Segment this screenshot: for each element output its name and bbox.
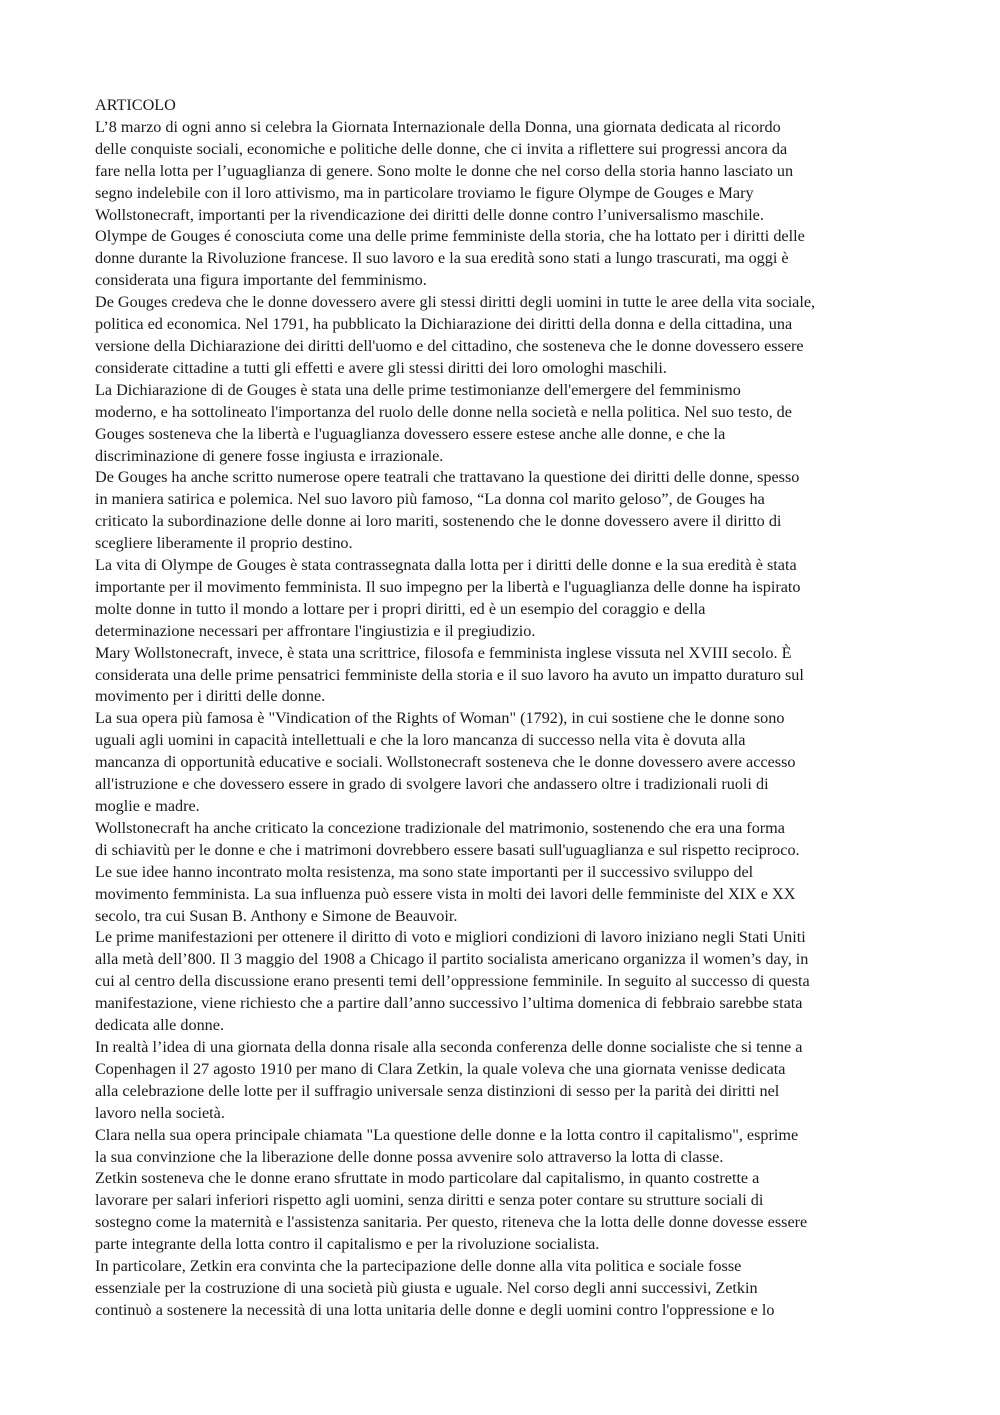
paragraph-gouges-feminism: La Dichiarazione di de Gouges è stata una delle prime testimonianze dell'emergere del femminismo moderno, e ha sottolineato l'importanza del ruolo delle donne nella società e nella politica. Nel suo testo, de Gouges sosteneva che la libertà e l'uguaglianza dovessero essere estese anche alle donne, e che la discriminazione di genere fosse ingiusta e irrazionale. <box>95 380 792 465</box>
paragraph-gouges-intro: Olympe de Gouges é conosciuta come una delle prime femministe della storia, che ha lottato per i diritti delle donne durante la Rivoluzione francese. Il suo lavoro e la sua eredità sono stati a lungo trascurati, ma oggi è considerata una figura importante del femminismo. <box>95 227 805 290</box>
paragraph-wollstonecraft-vindication: La sua opera più famosa è "Vindication of the Rights of Woman" (1792), in cui sostiene che le donne sono uguali agli uomini in capacità intellettuali e che la loro mancanza di successo nella vita è dovuta alla mancanza di opportunità educative e sociali. Wollstonecraft sosteneva che le donne dovessero avere accesso all'istruzione e che dovessero essere in grado di svolgere lavori che andassero oltre i tradizionali ruoli di moglie e madre. <box>95 709 796 815</box>
paragraph-gouges-theatre: De Gouges ha anche scritto numerose opere teatrali che trattavano la questione dei diritti delle donne, spesso in maniera satirica e polemica. Nel suo lavoro più famoso, “La donna col marito geloso”, de Gouges ha criticato la subordinazione delle donne ai loro mariti, sostenendo che le donne dovessero avere il diritto di scegliere liberamente il proprio destino. <box>95 468 800 553</box>
paragraph-gouges-legacy: La vita di Olympe de Gouges è stata contrassegnata dalla lotta per i diritti delle donne e la sua eredità è stata importante per il movimento femminista. Il suo impegno per la libertà e l'uguaglianza delle donne ha ispirato molte donne in tutto il mondo a lottare per i propri diritti, ed è un esempio del coraggio e della determinazione necessari per affrontare l'ingiustizia e il pregiudizio. <box>95 556 801 640</box>
paragraph-wollstonecraft-marriage: Wollstonecraft ha anche criticato la concezione tradizionale del matrimonio, sostenendo che era una forma di schiavitù per le donne e che i matrimoni dovrebbero essere basati sull'uguaglianza e sul rispetto reciproco. Le sue idee hanno incontrato molta resistenza, ma sono state importanti per il successivo sviluppo del movimento femminista. La sua influenza può essere vista in molti dei lavori delle femministe del XIX e XX secolo, tra cui Susan B. Anthony e Simone de Beauvoir. <box>95 818 800 925</box>
paragraph-zetkin-capitalism: Zetkin sosteneva che le donne erano sfruttate in modo particolare dal capitalismo, in quanto costrette a lavorare per salari inferiori rispetto agli uomini, senza diritti e senza poter contare su strutture sociali di sostegno come la maternità e l'assistenza sanitaria. Per questo, riteneva che la lotta delle donne dovesse essere parte integrante della lotta contro il capitalismo e per la rivoluzione socialista. <box>95 1169 808 1254</box>
paragraph-wollstonecraft-intro: Mary Wollstonecraft, invece, è stata una scrittrice, filosofa e femminista inglese vissuta nel XVIII secolo. È considerata una delle prime pensatrici femministe della storia e il suo lavoro ha avuto un impatto duraturo sul movimento per i diritti delle donne. <box>95 643 804 706</box>
paragraph-zetkin-work: Clara nella sua opera principale chiamata "La questione delle donne e la lotta contro il capitalismo", esprime la sua convinzione che la liberazione delle donne possa avvenire solo attraverso la lotta di classe. <box>95 1125 799 1166</box>
paragraph-zetkin-participation: In particolare, Zetkin era convinta che la partecipazione delle donne alla vita politica e sociale fosse essenziale per la costruzione di una società più giusta e uguale. Nel corso degli anni successivi, Zetkin continuò a sostenere la necessità di una lotta unitaria delle donne e degli uomini contro l'oppressione e lo <box>95 1257 775 1319</box>
paragraph-first-demonstrations: Le prime manifestazioni per ottenere il diritto di voto e migliori condizioni di lavoro iniziano negli Stati Uniti alla metà dell’800. Il 3 maggio del 1908 a Chicago il partito socialista americano organizza il women’s day, in cui al centro della discussione erano presenti temi dell’oppressione femminile. In seguito al successo di questa manifestazione, viene richiesto che a partire dall’anno successivo l’ultima domenica di febbraio sarebbe stata dedicata alle donne. <box>95 928 810 1035</box>
document-title: ARTICOLO <box>95 96 176 114</box>
paragraph-copenhagen-conference: In realtà l’idea di una giornata della donna risale alla seconda conferenza delle donne socialiste che si tenne a Copenhagen il 27 agosto 1910 per mano di Clara Zetkin, la quale voleva che una giornata venisse dedicata alla celebrazione delle lotte per il suffragio universale senza distinzioni di sesso per la parità dei diritti nel lavoro nella società. <box>95 1037 803 1122</box>
paragraph-intro: L’8 marzo di ogni anno si celebra la Giornata Internazionale della Donna, una giornata dedicata al ricordo delle conquiste sociali, economiche e politiche delle donne, che ci invita a riflettere sui progressi ancora da fare nella lotta per l’uguaglianza di genere. Sono molte le donne che nel corso della storia hanno lasciato un segno indelebile con il loro attivismo, ma in particolare troviamo le figure Olympe de Gouges e Mary Wollstonecraft, importanti per la rivendicazione dei diritti delle donne contro l’universalismo maschile. <box>95 117 794 224</box>
paragraph-gouges-declaration: De Gouges credeva che le donne dovessero avere gli stessi diritti degli uomini in tutte le aree della vita sociale, politica ed economica. Nel 1791, ha pubblicato la Dichiarazione dei diritti della donna e della cittadina, una versione della Dichiarazione dei diritti dell'uomo e del cittadino, che sosteneva che le donne dovessero essere considerate cittadine a tutti gli effetti e avere gli stessi diritti dei loro omologhi maschili. <box>95 293 816 377</box>
document-page <box>95 95 907 1322</box>
